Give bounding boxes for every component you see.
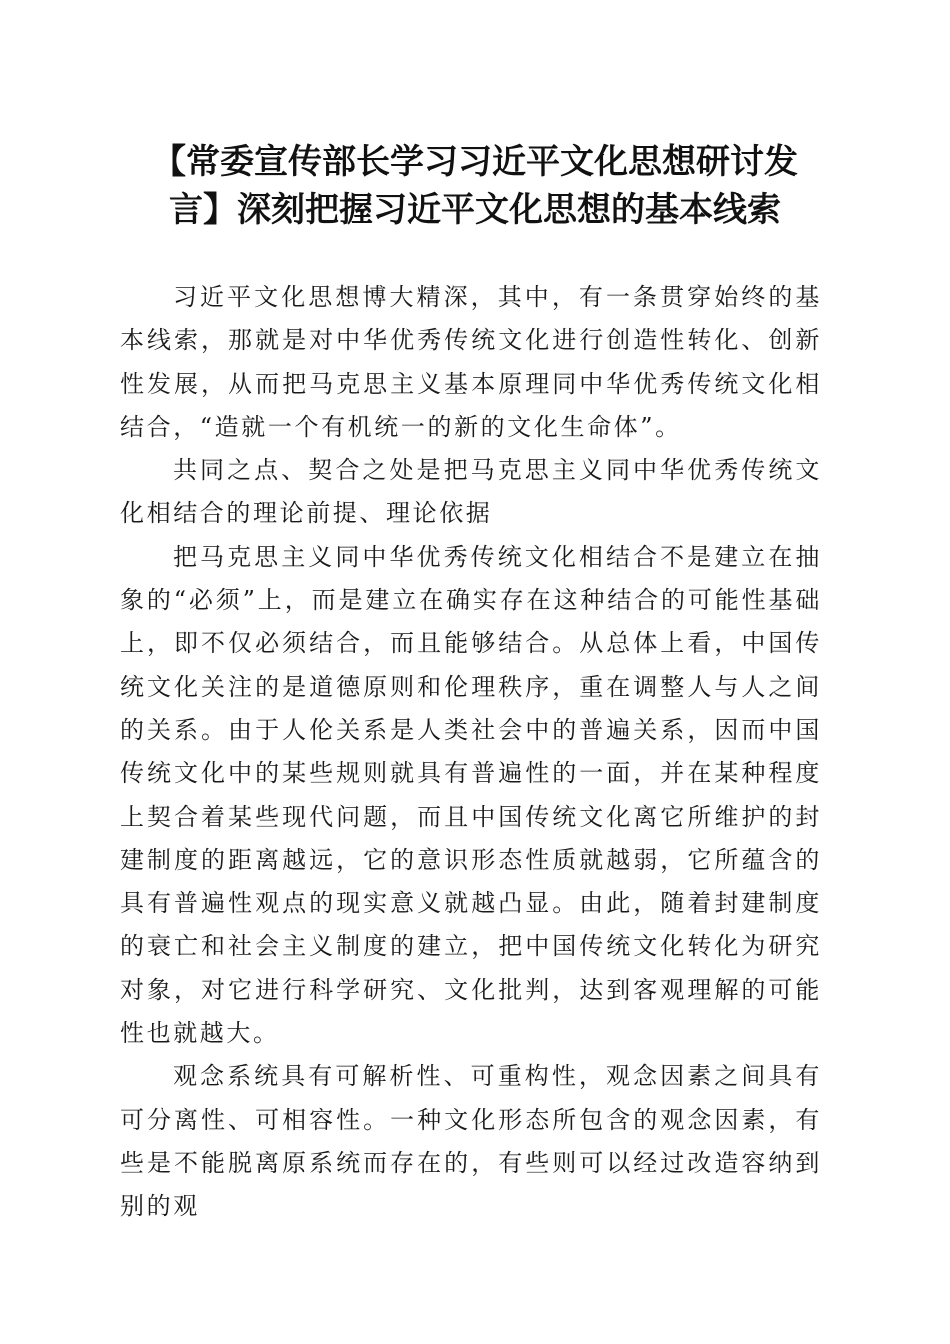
title-line-2: 言】深刻把握习近平文化思想的基本线索 xyxy=(169,190,781,230)
paragraph-2: 共同之点、契合之处是把马克思主义同中华优秀传统文化相结合的理论前提、理论依据 xyxy=(120,456,822,528)
document-body xyxy=(120,276,822,1229)
title-line-1: 【常委宣传部长学习习近平文化思想研讨发 xyxy=(152,142,798,182)
paragraph-3: 把马克思主义同中华优秀传统文化相结合不是建立在抽象的“必须”上，而是建立在确实存在这种结合的可能性基础上，即不仅必须结合，而且能够结合。从总体上看，中国传统文化关注的是道德原则和伦理秩序，重在调整人与人之间的关系。由于人伦关系是人类社会中的普遍关系，因而中国传统文化中的某些规则就具有普遍性的一面，并在某种程度上契合着某些现代问题，而且中国传统文化离它所维护的封建制度的距离越远，它的意识形态性质就越弱，它所蕴含的具有普遍性观点的现实意义就越凸显。由此，随着封建制度的衰亡和社会主义制度的建立，把中国传统文化转化为研究对象，对它进行科学研究、文化批判，达到客观理解的可能性也就越大。 xyxy=(120,542,822,1048)
paragraph-4: 观念系统具有可解析性、可重构性，观念因素之间具有可分离性、可相容性。一种文化形态所包含的观念因素，有些是不能脱离原系统而存在的，有些则可以经过改造容纳到别的观 xyxy=(120,1062,822,1221)
paragraph-1: 习近平文化思想博大精深，其中，有一条贯穿始终的基本线索，那就是对中华优秀传统文化进行创造性转化、创新性发展，从而把马克思主义基本原理同中华优秀传统文化相结合，“造就一个有机统一的新的文化生命体”。 xyxy=(120,283,822,441)
document-title xyxy=(110,138,840,234)
